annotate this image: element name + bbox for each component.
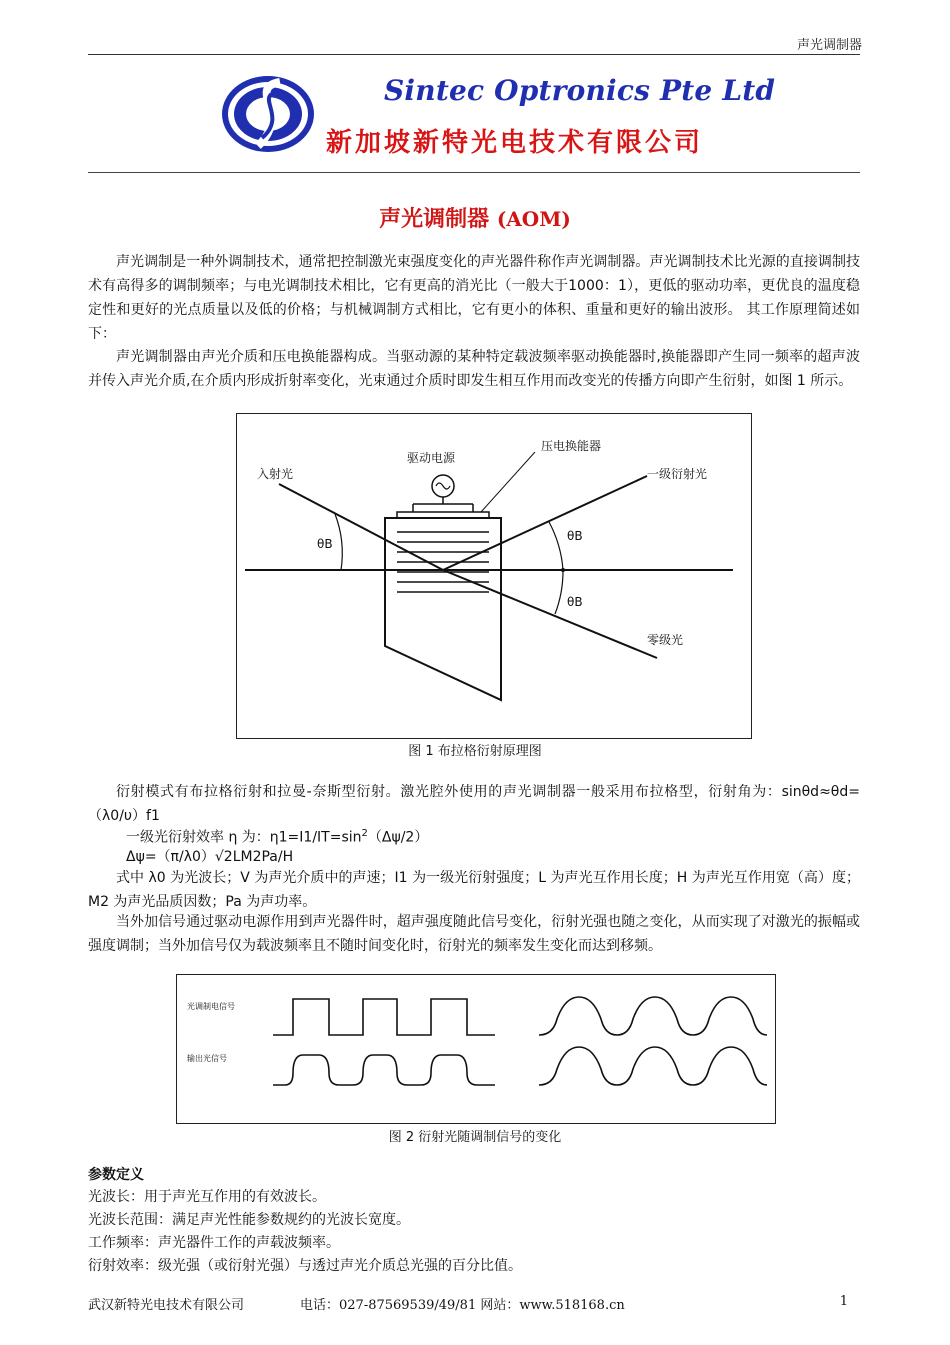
formula-efficiency-main: 一级光衍射效率 η 为：η1=I1/IT=sin — [126, 829, 362, 846]
figure-modulation-signal — [176, 974, 776, 1124]
company-name-en: Sintec Optronics Pte Ltd — [384, 74, 776, 107]
title-cn: 声光调制器 — [379, 207, 490, 232]
paragraph-symbol-definitions: 式中 λ0 为光波长；V 为声光介质中的声速；I1 为一级光衍射强度；L 为声光互作用长度；H 为声光互作用宽（高）度；M2 为声光品质因数；Pa 为声功率。 — [88, 870, 860, 910]
formula-delta-psi: Δψ=（π/λ0）√2LM2Pa/H — [126, 849, 294, 865]
label-theta-zero: θB — [567, 595, 583, 609]
label-first-order: 一级衍射光 — [647, 467, 708, 481]
label-input-signal: 光调制电信号 — [187, 1002, 235, 1011]
label-incident: 入射光 — [257, 467, 294, 481]
page-number: 1 — [839, 1294, 848, 1309]
formula-efficiency-sup: 2 — [361, 828, 368, 839]
figure-bragg-diffraction — [236, 413, 752, 739]
param-item: 工作频率：声光器件工作的声载波频率。 — [88, 1235, 340, 1251]
label-output-signal: 输出光信号 — [187, 1054, 227, 1063]
label-theta-incident: θB — [317, 537, 333, 551]
paragraph-modulation: 当外加信号通过驱动电源作用到声光器件时，超声强度随此信号变化，衍射光强也随之变化，从而实现了对激光的振幅或强度调制；当外加信号仅为载波频率且不随时间变化时，衍射光的频率发生变化而达到移频。 — [88, 914, 860, 954]
header-divider — [88, 172, 860, 173]
header-rule — [88, 54, 860, 55]
page-title — [0, 202, 950, 233]
company-logo — [218, 72, 318, 156]
param-item: 衍射效率：级光强（或衍射光强）与透过声光介质总光强的百分比值。 — [88, 1258, 522, 1274]
figure-1-caption: 图 1 布拉格衍射原理图 — [408, 744, 542, 759]
figure-2-caption: 图 2 衍射光随调制信号的变化 — [388, 1130, 562, 1145]
running-title: 声光调制器 — [796, 38, 862, 53]
formula-efficiency-tail: （Δψ/2） — [367, 829, 429, 846]
company-name-cn: 新加坡新特光电技术有限公司 — [326, 128, 704, 158]
paragraph-principle: 声光调制器由声光介质和压电换能器构成。当驱动源的某种特定载波频率驱动换能器时,换能器即产生同一频率的超声波并传入声光介质,在介质内形成折射率变化，光束通过介质时即发生相互作用而改变光的传播方向即产生衍射，如图 1 所示。 — [88, 349, 860, 389]
label-transducer: 压电换能器 — [541, 439, 602, 453]
param-item: 光波长：用于声光互作用的有效波长。 — [88, 1189, 326, 1205]
param-item: 光波长范围：满足声光性能参数规约的光波长宽度。 — [88, 1212, 410, 1228]
footer-company: 武汉新特光电技术有限公司 — [88, 1298, 245, 1313]
params-heading: 参数定义 — [88, 1167, 144, 1183]
label-theta-first: θB — [567, 529, 583, 543]
footer-contact: 电话：027-87569539/49/81 网站：www.518168.cn — [300, 1298, 625, 1313]
paragraph-diffraction-mode: 衍射模式有布拉格衍射和拉曼-奈斯型衍射。激光腔外使用的声光调制器一般采用布拉格型，衍射角为：sinθd≈θd=（λ0/υ）f1 — [88, 784, 860, 824]
label-zero-order: 零级光 — [647, 633, 684, 647]
label-driver: 驱动电源 — [407, 451, 456, 465]
title-en: (AOM) — [496, 207, 571, 231]
paragraph-intro: 声光调制是一种外调制技术，通常把控制激光束强度变化的声光器件称作声光调制器。声光调制技术比光源的直接调制技术有高得多的调制频率；与电光调制技术相比，它有更高的消光比（一般大于1000：1），更低的驱动功率，更优良的温度稳定性和更好的光点质量以及低的价格；与机械调制方式相比，它有更小的体积、重量和更好的输出波形。 其工作原理简述如下： — [88, 254, 860, 342]
